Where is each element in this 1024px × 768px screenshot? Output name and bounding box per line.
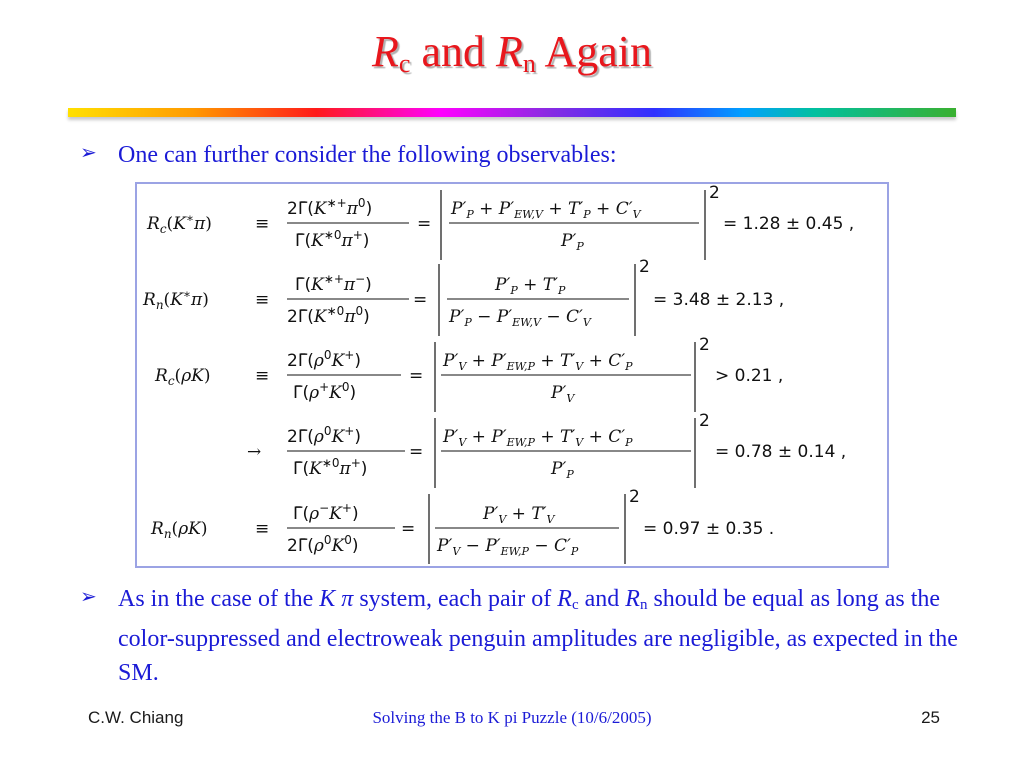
svg-text:= 0.78 ± 0.14 ,: = 0.78 ± 0.14 , xyxy=(715,442,847,462)
arrowhead-bullet-icon: ➢ xyxy=(80,142,97,164)
svg-text:2Γ̄(K∗0π0): $2\Gammā(K^{∗0}\pi^0)$ xyxy=(287,304,370,327)
page-number: 25 xyxy=(921,708,940,727)
svg-text:P′P + T′P: $P'_P + T'_P$ xyxy=(495,275,566,297)
svg-text:2Γ̄(K∗+π0): $2\Gammā(K^{∗+}\pi^0)$ xyxy=(287,196,373,219)
svg-text:P′P + P′EW,V + T′P + C′V: $P'_P + P'_{EW,V} + T'_P + C'_V$ xyxy=(451,199,641,221)
bullet-text: As in the case of the K π system, each pair of $R_c$ and $R_n$ should be equal as long as the color-suppressed and electroweak penguin amplitudes are negligible, as expected in the SM. xyxy=(118,586,958,686)
svg-text:2Γ̄(ρ0K0): $2\Gammā(\rho^0K^0)$ xyxy=(287,533,359,556)
equation-rn-rho-k xyxy=(150,487,774,564)
svg-text:Rc(K∗π): $R_c(K^∗\pi)$ xyxy=(147,211,212,236)
svg-text:=: = xyxy=(401,519,416,539)
svg-text:=: = xyxy=(409,366,424,386)
equation-rc-kstar-pi xyxy=(146,184,854,260)
svg-text:≡: ≡ xyxy=(255,290,270,310)
svg-text:2: 2 xyxy=(699,411,710,431)
svg-text:P′V − P′EW,P − C′P: $P'_V - P'_{EW,P} - C'_P$ xyxy=(437,536,579,558)
equation-rc-rho-k xyxy=(154,335,783,412)
svg-text:2Γ̄(ρ0K+): $2\Gammā(\rho^0K^+)$ xyxy=(287,424,361,447)
title-divider xyxy=(68,108,956,117)
svg-text:Rn(ρK): $R_n(\rho K)$ xyxy=(151,519,208,541)
svg-text:Rc(ρK): $R_c(\rho K)$ xyxy=(155,366,211,388)
svg-text:Rn(K∗π): $R_n(K^∗\pi)$ xyxy=(143,287,209,312)
svg-text:P′V + P′EW,P + T′V + C′P: $P'_V + P'_{EW,P} + T'_V + C'_P$ xyxy=(443,427,633,449)
equation-rn-kstar-pi xyxy=(142,257,784,336)
svg-text:2: 2 xyxy=(629,487,640,507)
svg-text:= 3.48 ± 2.13 ,: = 3.48 ± 2.13 , xyxy=(653,290,785,310)
svg-text:Γ̄(ρ+K0): $\Gammā(\rho^+K^0)$ xyxy=(293,380,357,403)
svg-text:Γ̄(ρ−K+): Γ̄(ρ−K+) xyxy=(293,501,359,524)
slide-title: $R_c$ and $R_n$ Again xyxy=(372,27,652,78)
equation-box xyxy=(135,182,889,568)
svg-text:= 0.97 ± 0.35 .: = 0.97 ± 0.35 . xyxy=(643,519,775,539)
svg-text:P′V + P′EW,P + T′V + C′P: $P'_V + P'_{EW,P} + T'_V + C'_P$ xyxy=(443,351,633,373)
svg-text:≡: ≡ xyxy=(255,519,270,539)
svg-text:Γ̄(K∗+π−): Γ̄(K∗+π−) xyxy=(295,272,372,295)
svg-text:=: = xyxy=(413,290,428,310)
svg-text:= 1.28 ± 0.45 ,: = 1.28 ± 0.45 , xyxy=(723,214,855,234)
svg-text:P′V: $P'_V$ xyxy=(551,383,575,405)
svg-text:P′P: $P'_P$ xyxy=(561,231,584,253)
svg-text:→: → xyxy=(247,442,262,462)
footer-author: C.W. Chiang xyxy=(88,708,184,727)
svg-text:≡: ≡ xyxy=(255,366,270,386)
svg-text:Γ̄(K∗0π+): $\Gammā(K^{∗0}\pi^+)$ xyxy=(295,228,370,251)
svg-text:P′P − P′EW,V − C′V: $P'_P - P'_{EW,V} - C'_V$ xyxy=(449,307,591,329)
equation-arrow-rho-k xyxy=(247,411,846,488)
svg-text:> 0.21 ,: > 0.21 , xyxy=(715,366,784,386)
svg-text:=: = xyxy=(409,442,424,462)
svg-text:2: 2 xyxy=(699,335,710,355)
footer-talk-title: Solving the B to K pi Puzzle (10/6/2005) xyxy=(372,708,652,727)
svg-text:≡: ≡ xyxy=(255,214,270,234)
arrowhead-bullet-icon: ➢ xyxy=(80,586,97,608)
bullet-text: One can further consider the following observables: xyxy=(118,142,617,168)
svg-text:P′V + T′V: $P'_V + T'_V$ xyxy=(483,504,555,526)
svg-text:Γ̄(K∗0π+): $\Gammā(K^{∗0}\pi^+)$ xyxy=(293,456,368,479)
svg-text:=: = xyxy=(417,214,432,234)
svg-text:P′P: $P'_P$ xyxy=(551,459,574,481)
svg-text:2Γ̄(ρ0K+): $2\Gammā(\rho^0K^+)$ xyxy=(287,348,361,371)
svg-text:2: 2 xyxy=(709,184,720,203)
svg-text:2: 2 xyxy=(639,257,650,277)
